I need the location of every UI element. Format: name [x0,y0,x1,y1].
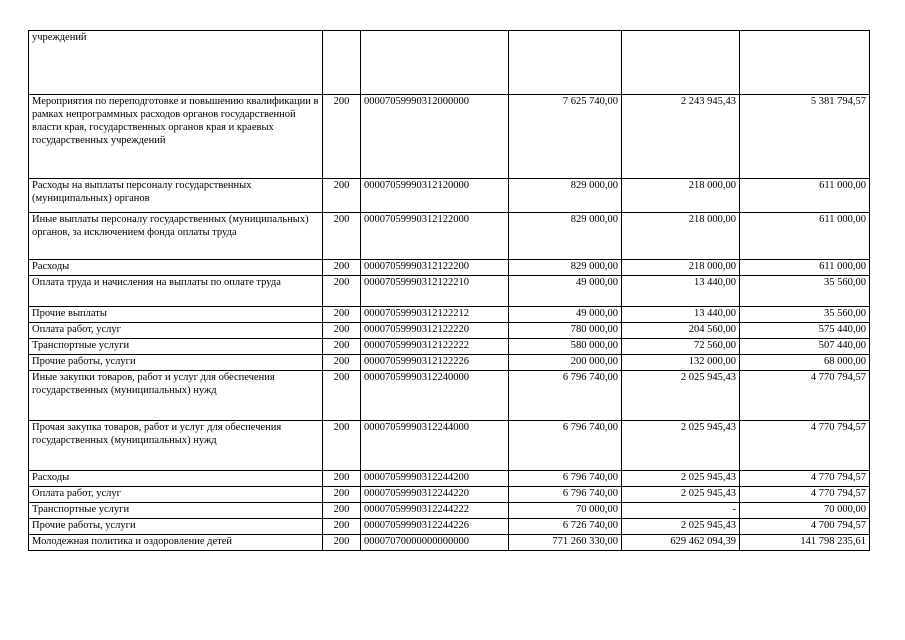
row-kbk: 00007059990312122000 [361,213,509,260]
table-row [29,323,870,339]
row-rest-amount: 611 000,00 [740,179,870,213]
row-rest-amount: 4 770 794,57 [740,421,870,471]
row-code: 200 [323,503,361,519]
row-exec-amount: 629 462 094,39 [622,535,740,551]
row-rest-amount: 4 700 794,57 [740,519,870,535]
table-row [29,519,870,535]
row-kbk: 00007059990312244226 [361,519,509,535]
row-plan-amount: 829 000,00 [509,213,622,260]
row-kbk: 00007059990312122220 [361,323,509,339]
row-code: 200 [323,339,361,355]
row-plan-amount [509,31,622,95]
row-code: 200 [323,535,361,551]
row-plan-amount: 7 625 740,00 [509,95,622,179]
row-name: Иные выплаты персоналу государственных (муниципальных) органов, за исключением фонда оплаты труда [29,213,323,260]
row-exec-amount: - [622,503,740,519]
row-kbk: 00007059990312122212 [361,307,509,323]
row-name: Молодежная политика и оздоровление детей [29,535,323,551]
row-name: Транспортные услуги [29,339,323,355]
table-row [29,471,870,487]
row-rest-amount: 35 560,00 [740,307,870,323]
table-row [29,179,870,213]
row-plan-amount: 829 000,00 [509,260,622,276]
row-exec-amount: 204 560,00 [622,323,740,339]
row-code: 200 [323,487,361,503]
row-name: Оплата работ, услуг [29,323,323,339]
table-row [29,213,870,260]
row-code: 200 [323,371,361,421]
table-row [29,421,870,471]
row-name: Транспортные услуги [29,503,323,519]
row-rest-amount: 611 000,00 [740,213,870,260]
table-row [29,535,870,551]
row-rest-amount: 70 000,00 [740,503,870,519]
table-row [29,355,870,371]
row-exec-amount: 13 440,00 [622,307,740,323]
row-name: Иные закупки товаров, работ и услуг для обеспечения государственных (муниципальных) нужд [29,371,323,421]
row-kbk: 00007059990312244222 [361,503,509,519]
row-name: Расходы на выплаты персоналу государственных (муниципальных) органов [29,179,323,213]
row-code: 200 [323,260,361,276]
row-code: 200 [323,213,361,260]
budget-table-body [29,31,870,551]
row-name: Прочие работы, услуги [29,519,323,535]
row-plan-amount: 780 000,00 [509,323,622,339]
table-row [29,339,870,355]
table-row [29,260,870,276]
row-exec-amount: 2 025 945,43 [622,487,740,503]
row-plan-amount: 70 000,00 [509,503,622,519]
row-plan-amount: 829 000,00 [509,179,622,213]
row-kbk: 00007059990312244200 [361,471,509,487]
row-name: Прочая закупка товаров, работ и услуг для обеспечения государственных (муниципальных) нужд [29,421,323,471]
table-row [29,307,870,323]
row-exec-amount: 13 440,00 [622,276,740,307]
row-rest-amount: 4 770 794,57 [740,487,870,503]
table-row [29,371,870,421]
budget-table [28,30,870,551]
row-kbk: 00007059990312122226 [361,355,509,371]
row-kbk: 00007059990312120000 [361,179,509,213]
row-kbk: 00007059990312122210 [361,276,509,307]
row-kbk: 00007059990312240000 [361,371,509,421]
row-rest-amount [740,31,870,95]
table-row [29,95,870,179]
row-code: 200 [323,355,361,371]
row-exec-amount: 2 243 945,43 [622,95,740,179]
row-name: Мероприятия по переподготовке и повышению квалификации в рамках непрограммных расходов органов государственной власти края, государственных органов края и краевых государственных учреждений [29,95,323,179]
row-kbk [361,31,509,95]
row-exec-amount: 218 000,00 [622,179,740,213]
row-code: 200 [323,179,361,213]
row-name: Оплата труда и начисления на выплаты по оплате труда [29,276,323,307]
row-code: 200 [323,323,361,339]
row-rest-amount: 35 560,00 [740,276,870,307]
row-exec-amount: 2 025 945,43 [622,371,740,421]
row-code: 200 [323,307,361,323]
row-exec-amount: 2 025 945,43 [622,519,740,535]
row-exec-amount: 218 000,00 [622,260,740,276]
row-plan-amount: 49 000,00 [509,307,622,323]
row-kbk: 00007059990312244220 [361,487,509,503]
row-name: Прочие выплаты [29,307,323,323]
row-exec-amount [622,31,740,95]
row-exec-amount: 132 000,00 [622,355,740,371]
row-exec-amount: 2 025 945,43 [622,471,740,487]
row-name: учреждений [29,31,323,95]
row-plan-amount: 580 000,00 [509,339,622,355]
row-code [323,31,361,95]
row-exec-amount: 218 000,00 [622,213,740,260]
row-plan-amount: 6 796 740,00 [509,487,622,503]
table-row [29,503,870,519]
row-rest-amount: 507 440,00 [740,339,870,355]
row-rest-amount: 4 770 794,57 [740,471,870,487]
row-exec-amount: 72 560,00 [622,339,740,355]
row-rest-amount: 68 000,00 [740,355,870,371]
row-kbk: 00007070000000000000 [361,535,509,551]
row-plan-amount: 6 726 740,00 [509,519,622,535]
row-exec-amount: 2 025 945,43 [622,421,740,471]
row-name: Расходы [29,260,323,276]
row-name: Расходы [29,471,323,487]
row-code: 200 [323,421,361,471]
row-name: Оплата работ, услуг [29,487,323,503]
row-plan-amount: 6 796 740,00 [509,471,622,487]
row-plan-amount: 6 796 740,00 [509,371,622,421]
row-plan-amount: 200 000,00 [509,355,622,371]
row-plan-amount: 6 796 740,00 [509,421,622,471]
row-plan-amount: 49 000,00 [509,276,622,307]
row-rest-amount: 141 798 235,61 [740,535,870,551]
row-kbk: 00007059990312122222 [361,339,509,355]
row-rest-amount: 4 770 794,57 [740,371,870,421]
row-code: 200 [323,471,361,487]
row-code: 200 [323,519,361,535]
row-rest-amount: 5 381 794,57 [740,95,870,179]
row-code: 200 [323,95,361,179]
row-kbk: 00007059990312000000 [361,95,509,179]
table-row [29,276,870,307]
row-name: Прочие работы, услуги [29,355,323,371]
table-row [29,487,870,503]
row-rest-amount: 611 000,00 [740,260,870,276]
row-rest-amount: 575 440,00 [740,323,870,339]
row-kbk: 00007059990312244000 [361,421,509,471]
row-plan-amount: 771 260 330,00 [509,535,622,551]
table-row [29,31,870,95]
row-kbk: 00007059990312122200 [361,260,509,276]
row-code: 200 [323,276,361,307]
